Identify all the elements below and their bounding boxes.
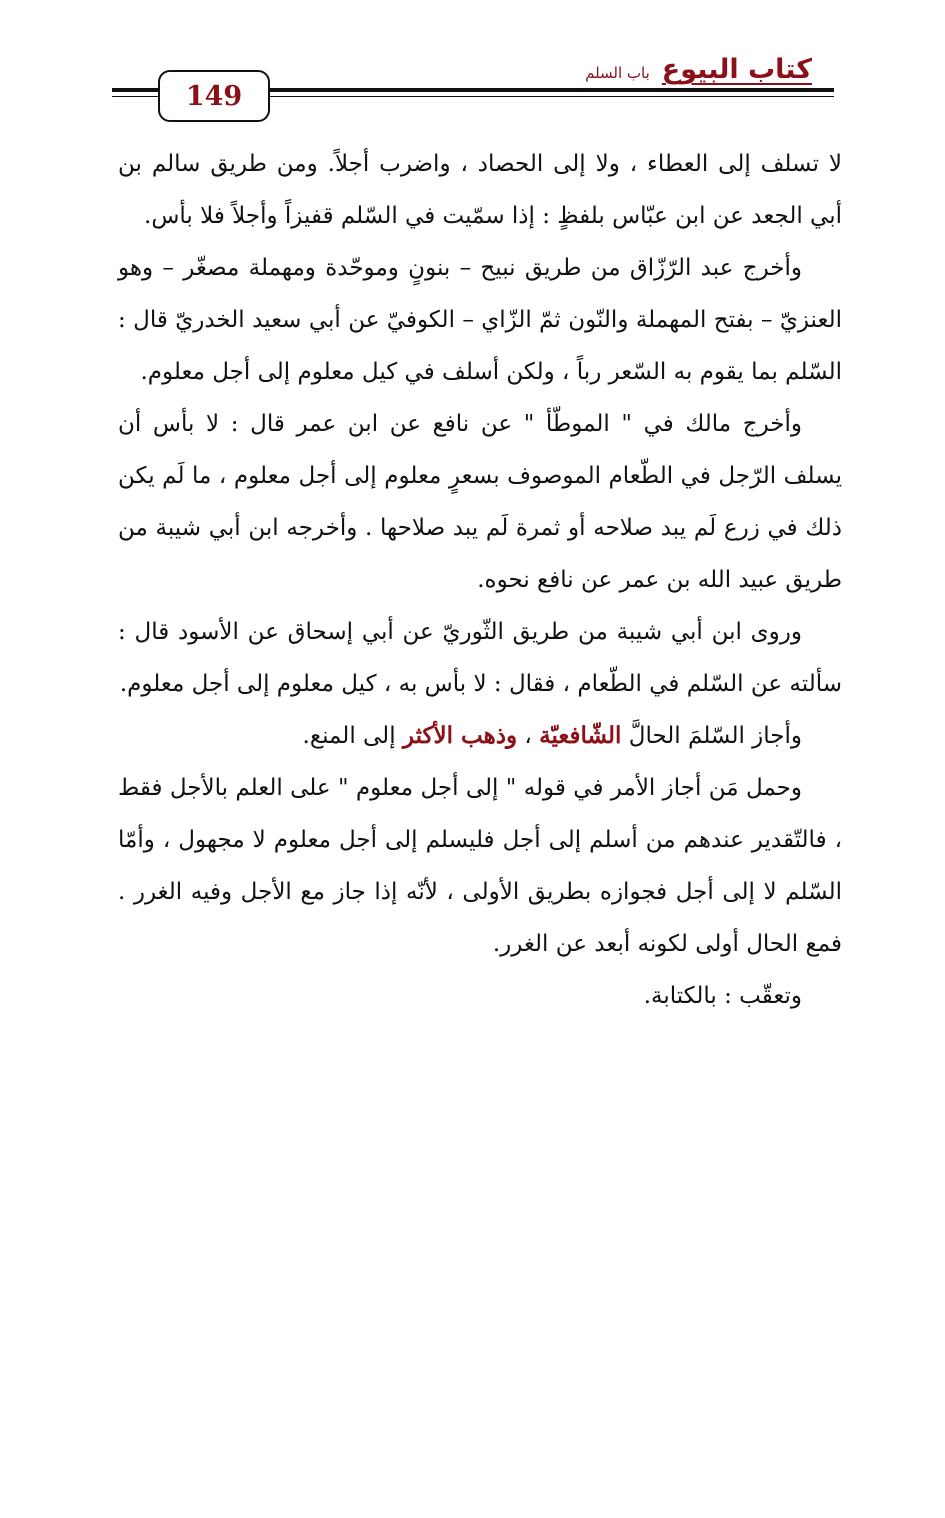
highlight-shafiiyya: الشّافعيّة xyxy=(539,722,622,749)
page-header xyxy=(112,48,834,126)
text-run: ، xyxy=(517,723,540,749)
page-number: 149 xyxy=(185,80,243,112)
paragraph: وتعقّب : بالكتابة. xyxy=(643,983,802,1009)
header-titles xyxy=(585,54,812,85)
book-title: كتاب البيوع xyxy=(661,54,812,85)
text-run: وأجاز السّلمَ الحالَّ xyxy=(621,723,802,749)
paragraph: وأخرج مالك في " الموطّأ " عن نافع عن ابن عمر قال : لا بأس أن يسلف الرّجل في الطّعام الموصوف بسعرٍ معلوم إلى أجل معلوم ، ما لَم يكن ذلك في زرع لَم يبد صلاحه أو ثمرة لَم يبد صلاحها . وأخرجه ابن أبي شيبة من طريق عبيد الله بن عمر عن نافع نحوه. xyxy=(118,411,842,593)
paragraph xyxy=(118,710,842,762)
paragraph: لا تسلف إلى العطاء ، ولا إلى الحصاد ، واضرب أجلاً. ومن طريق سالم بن أبي الجعد عن ابن عبّاس بلفظٍ : إذا سمّيت في السّلم قفيزاً وأجلاً فلا بأس. xyxy=(118,151,842,229)
chapter-title: باب السلم xyxy=(585,64,650,82)
paragraph: وحمل مَن أجاز الأمر في قوله " إلى أجل معلوم " على العلم بالأجل فقط ، فالتّقدير عندهم من أسلم إلى أجل فليسلم إلى أجل معلوم لا مجهول ، وأمّا السّلم لا إلى أجل فجوازه بطريق الأولى ، لأنّه إذا جاز مع الأجل وفيه الغرر . فمع الحال أولى لكونه أبعد عن الغرر. xyxy=(118,775,842,957)
page-number-box xyxy=(158,70,270,122)
highlight-majority: وذهب الأكثر xyxy=(402,722,518,749)
paragraph: وأخرج عبد الرّزّاق من طريق نبيح – بنونٍ وموحّدة ومهملة مصغّر – وهو العنزيّ – بفتح المهملة والنّون ثمّ الزّاي – الكوفيّ عن أبي سعيد الخدريّ قال : السّلم بما يقوم به السّعر رباً ، ولكن أسلف في كيل معلوم إلى أجل معلوم. xyxy=(118,255,842,385)
paragraph: وروى ابن أبي شيبة من طريق الثّوريّ عن أبي إسحاق عن الأسود قال : سألته عن السّلم في الطّعام ، فقال : لا بأس به ، كيل معلوم إلى أجل معلوم. xyxy=(118,619,842,697)
page-body xyxy=(118,138,842,1022)
text-run: إلى المنع. xyxy=(302,723,403,749)
